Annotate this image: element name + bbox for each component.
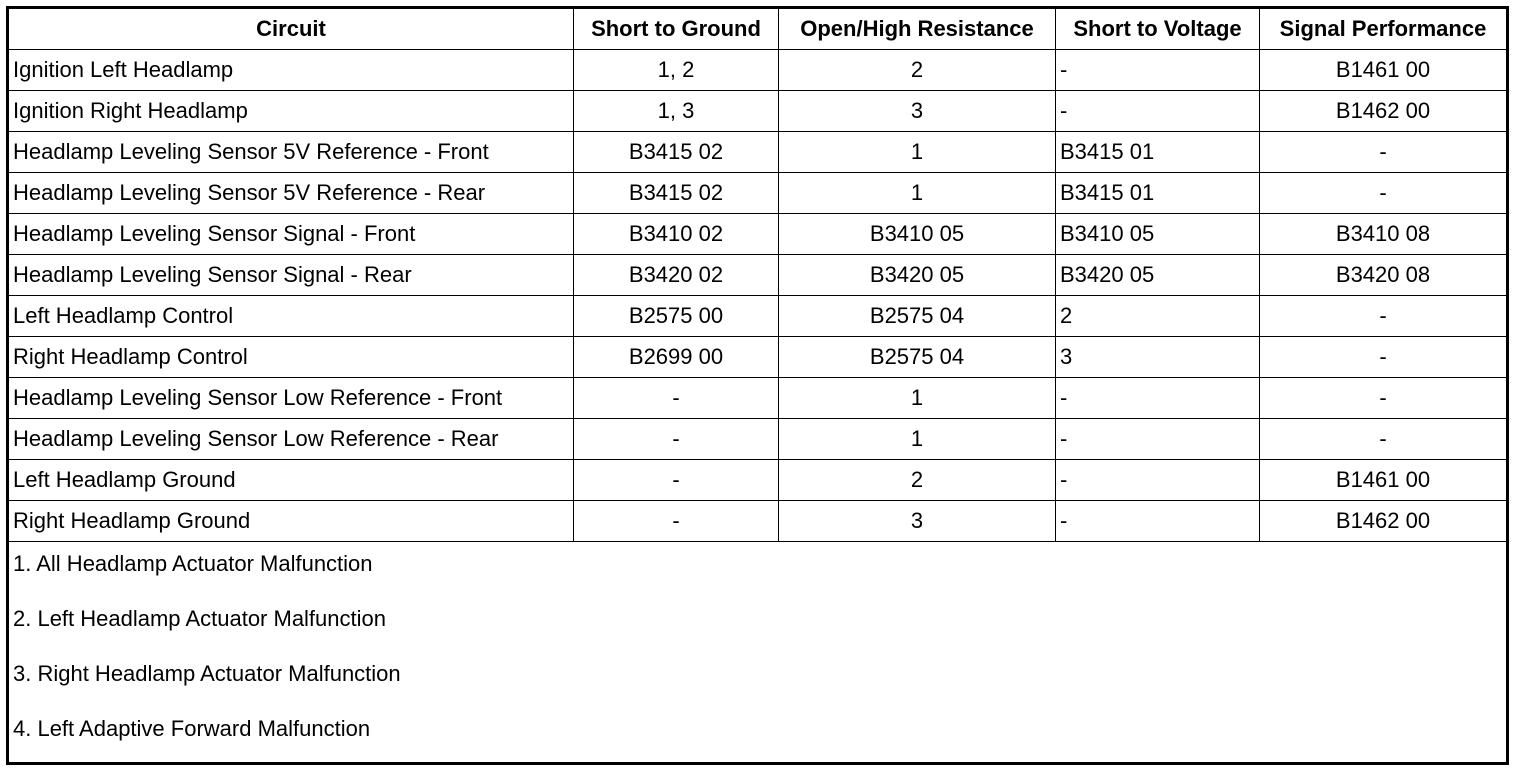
cell-short-to-voltage: 3 <box>1056 337 1260 378</box>
cell-circuit: Ignition Left Headlamp <box>8 50 574 91</box>
cell-open-high-resistance: 3 <box>779 91 1056 132</box>
footnote: 1. All Headlamp Actuator Malfunction <box>13 551 373 576</box>
table-row <box>8 173 1508 214</box>
cell-short-to-ground: - <box>574 419 779 460</box>
footnote: 3. Right Headlamp Actuator Malfunction <box>13 661 401 686</box>
notes-row <box>8 542 1508 764</box>
cell-signal-performance: - <box>1260 132 1508 173</box>
table-row <box>8 91 1508 132</box>
cell-circuit: Headlamp Leveling Sensor 5V Reference - Rear <box>8 173 574 214</box>
footnote: 4. Left Adaptive Forward Malfunction <box>13 716 371 741</box>
header-short-to-ground: Short to Ground <box>574 8 779 50</box>
cell-short-to-voltage: B3410 05 <box>1056 214 1260 255</box>
cell-open-high-resistance: 2 <box>779 460 1056 501</box>
cell-short-to-voltage: B3420 05 <box>1056 255 1260 296</box>
cell-short-to-voltage: B3415 01 <box>1056 132 1260 173</box>
cell-short-to-ground: 1, 2 <box>574 50 779 91</box>
cell-short-to-ground: B3410 02 <box>574 214 779 255</box>
table-row <box>8 337 1508 378</box>
cell-short-to-ground: - <box>574 501 779 542</box>
table-body <box>8 50 1508 764</box>
header-short-to-voltage: Short to Voltage <box>1056 8 1260 50</box>
cell-circuit: Headlamp Leveling Sensor Low Reference - Rear <box>8 419 574 460</box>
cell-short-to-voltage: - <box>1056 91 1260 132</box>
cell-short-to-voltage: - <box>1056 460 1260 501</box>
cell-open-high-resistance: 1 <box>779 132 1056 173</box>
cell-short-to-ground: B3420 02 <box>574 255 779 296</box>
cell-circuit: Headlamp Leveling Sensor Low Reference - Front <box>8 378 574 419</box>
cell-circuit: Ignition Right Headlamp <box>8 91 574 132</box>
cell-short-to-ground: B2575 00 <box>574 296 779 337</box>
footnotes <box>8 542 1508 764</box>
table-row <box>8 296 1508 337</box>
table-row <box>8 214 1508 255</box>
cell-circuit: Headlamp Leveling Sensor 5V Reference - Front <box>8 132 574 173</box>
cell-signal-performance: - <box>1260 337 1508 378</box>
cell-open-high-resistance: B2575 04 <box>779 337 1056 378</box>
table-row <box>8 419 1508 460</box>
cell-open-high-resistance: 1 <box>779 419 1056 460</box>
cell-open-high-resistance: B3410 05 <box>779 214 1056 255</box>
cell-short-to-ground: - <box>574 378 779 419</box>
cell-short-to-ground: B3415 02 <box>574 173 779 214</box>
cell-short-to-voltage: 2 <box>1056 296 1260 337</box>
cell-short-to-voltage: B3415 01 <box>1056 173 1260 214</box>
cell-short-to-ground: - <box>574 460 779 501</box>
cell-signal-performance: - <box>1260 173 1508 214</box>
table-row <box>8 501 1508 542</box>
cell-short-to-ground: B2699 00 <box>574 337 779 378</box>
cell-open-high-resistance: B2575 04 <box>779 296 1056 337</box>
cell-signal-performance: - <box>1260 419 1508 460</box>
cell-short-to-ground: B3415 02 <box>574 132 779 173</box>
cell-signal-performance: B1461 00 <box>1260 460 1508 501</box>
cell-short-to-voltage: - <box>1056 378 1260 419</box>
cell-signal-performance: - <box>1260 378 1508 419</box>
table-row <box>8 378 1508 419</box>
cell-open-high-resistance: 1 <box>779 173 1056 214</box>
cell-circuit: Left Headlamp Ground <box>8 460 574 501</box>
cell-signal-performance: B1462 00 <box>1260 501 1508 542</box>
cell-signal-performance: B1461 00 <box>1260 50 1508 91</box>
cell-signal-performance: B1462 00 <box>1260 91 1508 132</box>
table-header-row <box>8 8 1508 50</box>
circuit-diagnostic-table <box>6 6 1509 765</box>
cell-circuit: Headlamp Leveling Sensor Signal - Rear <box>8 255 574 296</box>
cell-short-to-voltage: - <box>1056 419 1260 460</box>
header-signal-performance: Signal Performance <box>1260 8 1508 50</box>
cell-open-high-resistance: B3420 05 <box>779 255 1056 296</box>
cell-short-to-voltage: - <box>1056 501 1260 542</box>
footnote: 2. Left Headlamp Actuator Malfunction <box>13 606 386 631</box>
cell-circuit: Left Headlamp Control <box>8 296 574 337</box>
header-circuit: Circuit <box>8 8 574 50</box>
cell-short-to-ground: 1, 3 <box>574 91 779 132</box>
cell-circuit: Right Headlamp Control <box>8 337 574 378</box>
header-open-high-resistance: Open/High Resistance <box>779 8 1056 50</box>
cell-circuit: Headlamp Leveling Sensor Signal - Front <box>8 214 574 255</box>
table-row <box>8 255 1508 296</box>
cell-open-high-resistance: 3 <box>779 501 1056 542</box>
table-row <box>8 50 1508 91</box>
cell-signal-performance: - <box>1260 296 1508 337</box>
cell-signal-performance: B3420 08 <box>1260 255 1508 296</box>
cell-circuit: Right Headlamp Ground <box>8 501 574 542</box>
cell-short-to-voltage: - <box>1056 50 1260 91</box>
table-row <box>8 132 1508 173</box>
cell-open-high-resistance: 1 <box>779 378 1056 419</box>
table-row <box>8 460 1508 501</box>
cell-open-high-resistance: 2 <box>779 50 1056 91</box>
cell-signal-performance: B3410 08 <box>1260 214 1508 255</box>
